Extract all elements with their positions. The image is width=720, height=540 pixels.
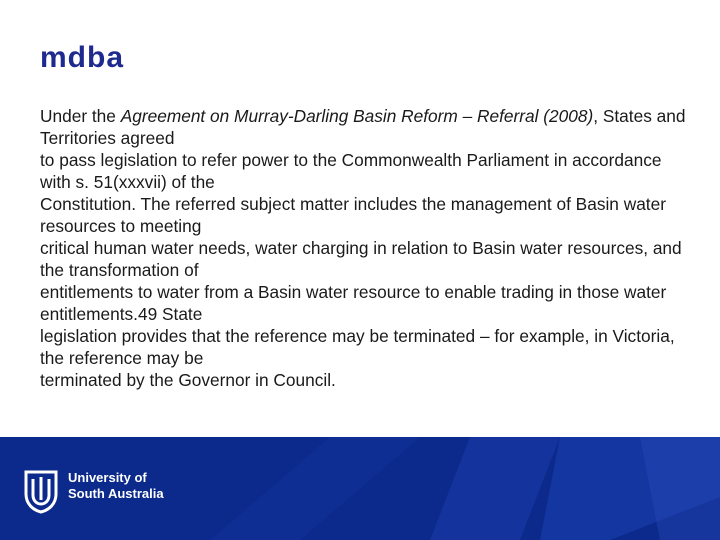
body-paragraph-3: Constitution. The referred subject matter includes the management of Basin water resources to meeting [40,194,666,236]
body-paragraph-2: to pass legislation to refer power to the Commonwealth Parliament in accordance with s. 51(xxxvii) of the [40,150,662,192]
body-paragraph-1 [40,106,690,149]
footer-banner [0,437,720,540]
slide-body [40,106,690,438]
body-paragraph-5: entitlements to water from a Basin water resource to enable trading in those water entitlements.49 State [40,282,667,324]
university-name-line-1: University of [68,470,147,485]
slide-title: mdba [40,41,125,74]
agreement-title: Agreement on Murray-Darling Basin Reform – Referral (2008) [120,106,594,126]
university-name [68,470,164,502]
body-paragraph-6: legislation provides that the reference may be terminated – for example, in Victoria, the reference may be [40,326,675,368]
body-paragraph-1-suffix: , States and Territories agreed [40,106,686,148]
unisa-shield-icon [22,470,60,514]
body-paragraph-4: critical human water needs, water charging in relation to Basin water resources, and the transformation of [40,238,682,280]
body-paragraph-7: terminated by the Governor in Council. [40,370,336,390]
university-name-line-2: South Australia [68,486,164,501]
body-paragraph-1-prefix: Under the [40,106,121,126]
